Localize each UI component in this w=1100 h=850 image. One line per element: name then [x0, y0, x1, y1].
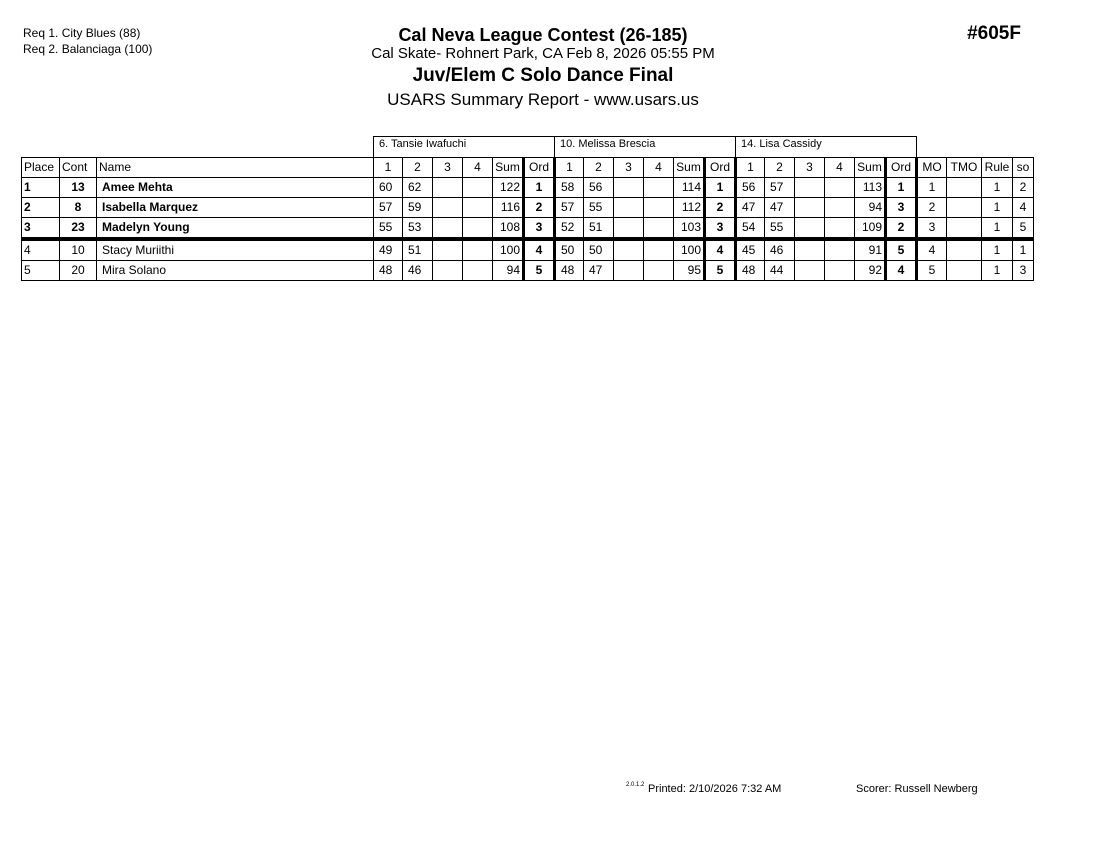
mark-cell: 51 — [584, 218, 614, 240]
mark-cell: 47 — [736, 198, 765, 218]
judge-name: 10. Melissa Brescia — [555, 137, 736, 158]
mark-cell: 48 — [555, 261, 584, 281]
col-mark-3: 3 — [614, 158, 644, 178]
version-label: 2.0.1.2 — [626, 782, 645, 788]
mark-cell — [795, 178, 825, 198]
mark-cell — [433, 198, 463, 218]
mark-cell: 51 — [403, 239, 433, 261]
request-2: Req 2. Balanciaga (100) — [23, 42, 153, 56]
so-cell: 3 — [1013, 261, 1034, 281]
judge-header-row — [22, 137, 1034, 158]
ord-cell: 1 — [524, 178, 555, 198]
mark-cell — [644, 198, 674, 218]
mark-cell — [644, 218, 674, 240]
sum-cell: 94 — [493, 261, 524, 281]
col-mo: MO — [917, 158, 947, 178]
sum-cell: 100 — [493, 239, 524, 261]
name-cell: Mira Solano — [97, 261, 374, 281]
ord-cell: 5 — [705, 261, 736, 281]
mark-cell — [795, 218, 825, 240]
place-cell: 4 — [22, 239, 60, 261]
col-mark-4: 4 — [825, 158, 855, 178]
place-cell: 5 — [22, 261, 60, 281]
ord-cell: 3 — [705, 218, 736, 240]
place-cell: 2 — [22, 198, 60, 218]
mo-cell: 1 — [917, 178, 947, 198]
ord-cell: 1 — [886, 178, 917, 198]
ord-cell: 4 — [524, 239, 555, 261]
report-subtitle: USARS Summary Report - www.usars.us — [387, 90, 699, 109]
sum-cell: 108 — [493, 218, 524, 240]
mark-cell — [463, 261, 493, 281]
sum-cell: 114 — [674, 178, 705, 198]
sum-cell: 122 — [493, 178, 524, 198]
mark-cell: 62 — [403, 178, 433, 198]
ord-cell: 2 — [705, 198, 736, 218]
mark-cell: 57 — [555, 198, 584, 218]
tmo-cell — [947, 198, 982, 218]
ord-cell: 5 — [886, 239, 917, 261]
mark-cell: 53 — [403, 218, 433, 240]
sum-cell: 112 — [674, 198, 705, 218]
sum-cell: 94 — [855, 198, 886, 218]
mo-cell: 4 — [917, 239, 947, 261]
table-row — [22, 178, 1034, 198]
col-tmo: TMO — [947, 158, 982, 178]
col-mark-2: 2 — [584, 158, 614, 178]
ord-cell: 2 — [886, 218, 917, 240]
col-place: Place — [22, 158, 60, 178]
col-sum: Sum — [674, 158, 705, 178]
tmo-cell — [947, 239, 982, 261]
mark-cell: 56 — [736, 178, 765, 198]
col-sum: Sum — [493, 158, 524, 178]
printed-timestamp: Printed: 2/10/2026 7:32 AM — [648, 783, 782, 795]
col-mark-1: 1 — [555, 158, 584, 178]
event-code: #605F — [967, 23, 1021, 44]
mark-cell — [644, 239, 674, 261]
mark-cell — [614, 198, 644, 218]
mark-cell: 46 — [765, 239, 795, 261]
col-mark-2: 2 — [765, 158, 795, 178]
sum-cell: 113 — [855, 178, 886, 198]
mark-cell — [825, 178, 855, 198]
mark-cell — [795, 239, 825, 261]
mark-cell: 52 — [555, 218, 584, 240]
mark-cell: 44 — [765, 261, 795, 281]
mark-cell — [795, 261, 825, 281]
col-name: Name — [97, 158, 374, 178]
scorer-name: Scorer: Russell Newberg — [856, 783, 978, 795]
col-sum: Sum — [855, 158, 886, 178]
mark-cell — [614, 178, 644, 198]
mark-cell: 46 — [403, 261, 433, 281]
col-mark-1: 1 — [736, 158, 765, 178]
mark-cell: 55 — [765, 218, 795, 240]
mark-cell — [825, 198, 855, 218]
ord-cell: 5 — [524, 261, 555, 281]
cont-cell: 20 — [60, 261, 97, 281]
so-cell: 4 — [1013, 198, 1034, 218]
venue-date: Cal Skate- Rohnert Park, CA Feb 8, 2026 05:55 PM — [371, 45, 715, 62]
ord-cell: 2 — [524, 198, 555, 218]
mark-cell — [463, 239, 493, 261]
rule-cell: 1 — [982, 178, 1013, 198]
ord-cell: 3 — [886, 198, 917, 218]
sum-cell: 91 — [855, 239, 886, 261]
mark-cell — [825, 261, 855, 281]
contest-title: Cal Neva League Contest (26-185) — [398, 25, 688, 45]
col-mark-3: 3 — [795, 158, 825, 178]
mark-cell — [433, 178, 463, 198]
mo-cell: 3 — [917, 218, 947, 240]
name-cell: Stacy Muriithi — [97, 239, 374, 261]
mark-cell: 60 — [374, 178, 403, 198]
ord-cell: 3 — [524, 218, 555, 240]
col-mark-4: 4 — [644, 158, 674, 178]
mark-cell: 57 — [374, 198, 403, 218]
name-cell: Isabella Marquez — [97, 198, 374, 218]
cont-cell: 23 — [60, 218, 97, 240]
mark-cell: 55 — [584, 198, 614, 218]
mark-cell: 47 — [765, 198, 795, 218]
tmo-cell — [947, 261, 982, 281]
so-cell: 2 — [1013, 178, 1034, 198]
name-cell: Madelyn Young — [97, 218, 374, 240]
col-mark-1: 1 — [374, 158, 403, 178]
cont-cell: 10 — [60, 239, 97, 261]
mark-cell: 48 — [736, 261, 765, 281]
mark-cell — [463, 178, 493, 198]
sum-cell: 95 — [674, 261, 705, 281]
mark-cell — [614, 239, 644, 261]
so-cell: 5 — [1013, 218, 1034, 240]
tmo-cell — [947, 218, 982, 240]
mark-cell: 59 — [403, 198, 433, 218]
rule-cell: 1 — [982, 261, 1013, 281]
table-row — [22, 261, 1034, 281]
col-cont: Cont — [60, 158, 97, 178]
col-ord: Ord — [886, 158, 917, 178]
mo-cell: 5 — [917, 261, 947, 281]
mark-cell: 47 — [584, 261, 614, 281]
rule-cell: 1 — [982, 239, 1013, 261]
so-cell: 1 — [1013, 239, 1034, 261]
mark-cell: 57 — [765, 178, 795, 198]
rule-cell: 1 — [982, 218, 1013, 240]
request-1: Req 1. City Blues (88) — [23, 26, 141, 40]
mark-cell — [795, 198, 825, 218]
table-row — [22, 239, 1034, 261]
mark-cell: 48 — [374, 261, 403, 281]
col-rule: Rule — [982, 158, 1013, 178]
mark-cell — [463, 198, 493, 218]
event-title: Juv/Elem C Solo Dance Final — [412, 65, 674, 86]
ord-cell: 4 — [705, 239, 736, 261]
mark-cell: 56 — [584, 178, 614, 198]
results-table — [21, 136, 1034, 281]
mark-cell — [614, 261, 644, 281]
mark-cell — [614, 218, 644, 240]
ord-cell: 4 — [886, 261, 917, 281]
ord-cell: 1 — [705, 178, 736, 198]
column-header-row — [22, 158, 1034, 178]
mark-cell — [433, 239, 463, 261]
sum-cell: 116 — [493, 198, 524, 218]
mark-cell — [825, 218, 855, 240]
table-row — [22, 218, 1034, 240]
sum-cell: 92 — [855, 261, 886, 281]
mark-cell — [825, 239, 855, 261]
name-cell: Amee Mehta — [97, 178, 374, 198]
mark-cell — [463, 218, 493, 240]
cont-cell: 8 — [60, 198, 97, 218]
mark-cell — [433, 218, 463, 240]
sum-cell: 103 — [674, 218, 705, 240]
mo-cell: 2 — [917, 198, 947, 218]
place-cell: 1 — [22, 178, 60, 198]
judge-name: 14. Lisa Cassidy — [736, 137, 917, 158]
rule-cell: 1 — [982, 198, 1013, 218]
mark-cell — [433, 261, 463, 281]
mark-cell: 58 — [555, 178, 584, 198]
mark-cell: 49 — [374, 239, 403, 261]
col-mark-3: 3 — [433, 158, 463, 178]
col-so: so — [1013, 158, 1034, 178]
col-ord: Ord — [705, 158, 736, 178]
mark-cell — [644, 178, 674, 198]
mark-cell: 50 — [555, 239, 584, 261]
tmo-cell — [947, 178, 982, 198]
judge-name: 6. Tansie Iwafuchi — [374, 137, 555, 158]
table-row — [22, 198, 1034, 218]
sum-cell: 100 — [674, 239, 705, 261]
mark-cell: 45 — [736, 239, 765, 261]
place-cell: 3 — [22, 218, 60, 240]
mark-cell — [644, 261, 674, 281]
col-mark-4: 4 — [463, 158, 493, 178]
col-ord: Ord — [524, 158, 555, 178]
cont-cell: 13 — [60, 178, 97, 198]
sum-cell: 109 — [855, 218, 886, 240]
col-mark-2: 2 — [403, 158, 433, 178]
mark-cell: 54 — [736, 218, 765, 240]
mark-cell: 50 — [584, 239, 614, 261]
mark-cell: 55 — [374, 218, 403, 240]
